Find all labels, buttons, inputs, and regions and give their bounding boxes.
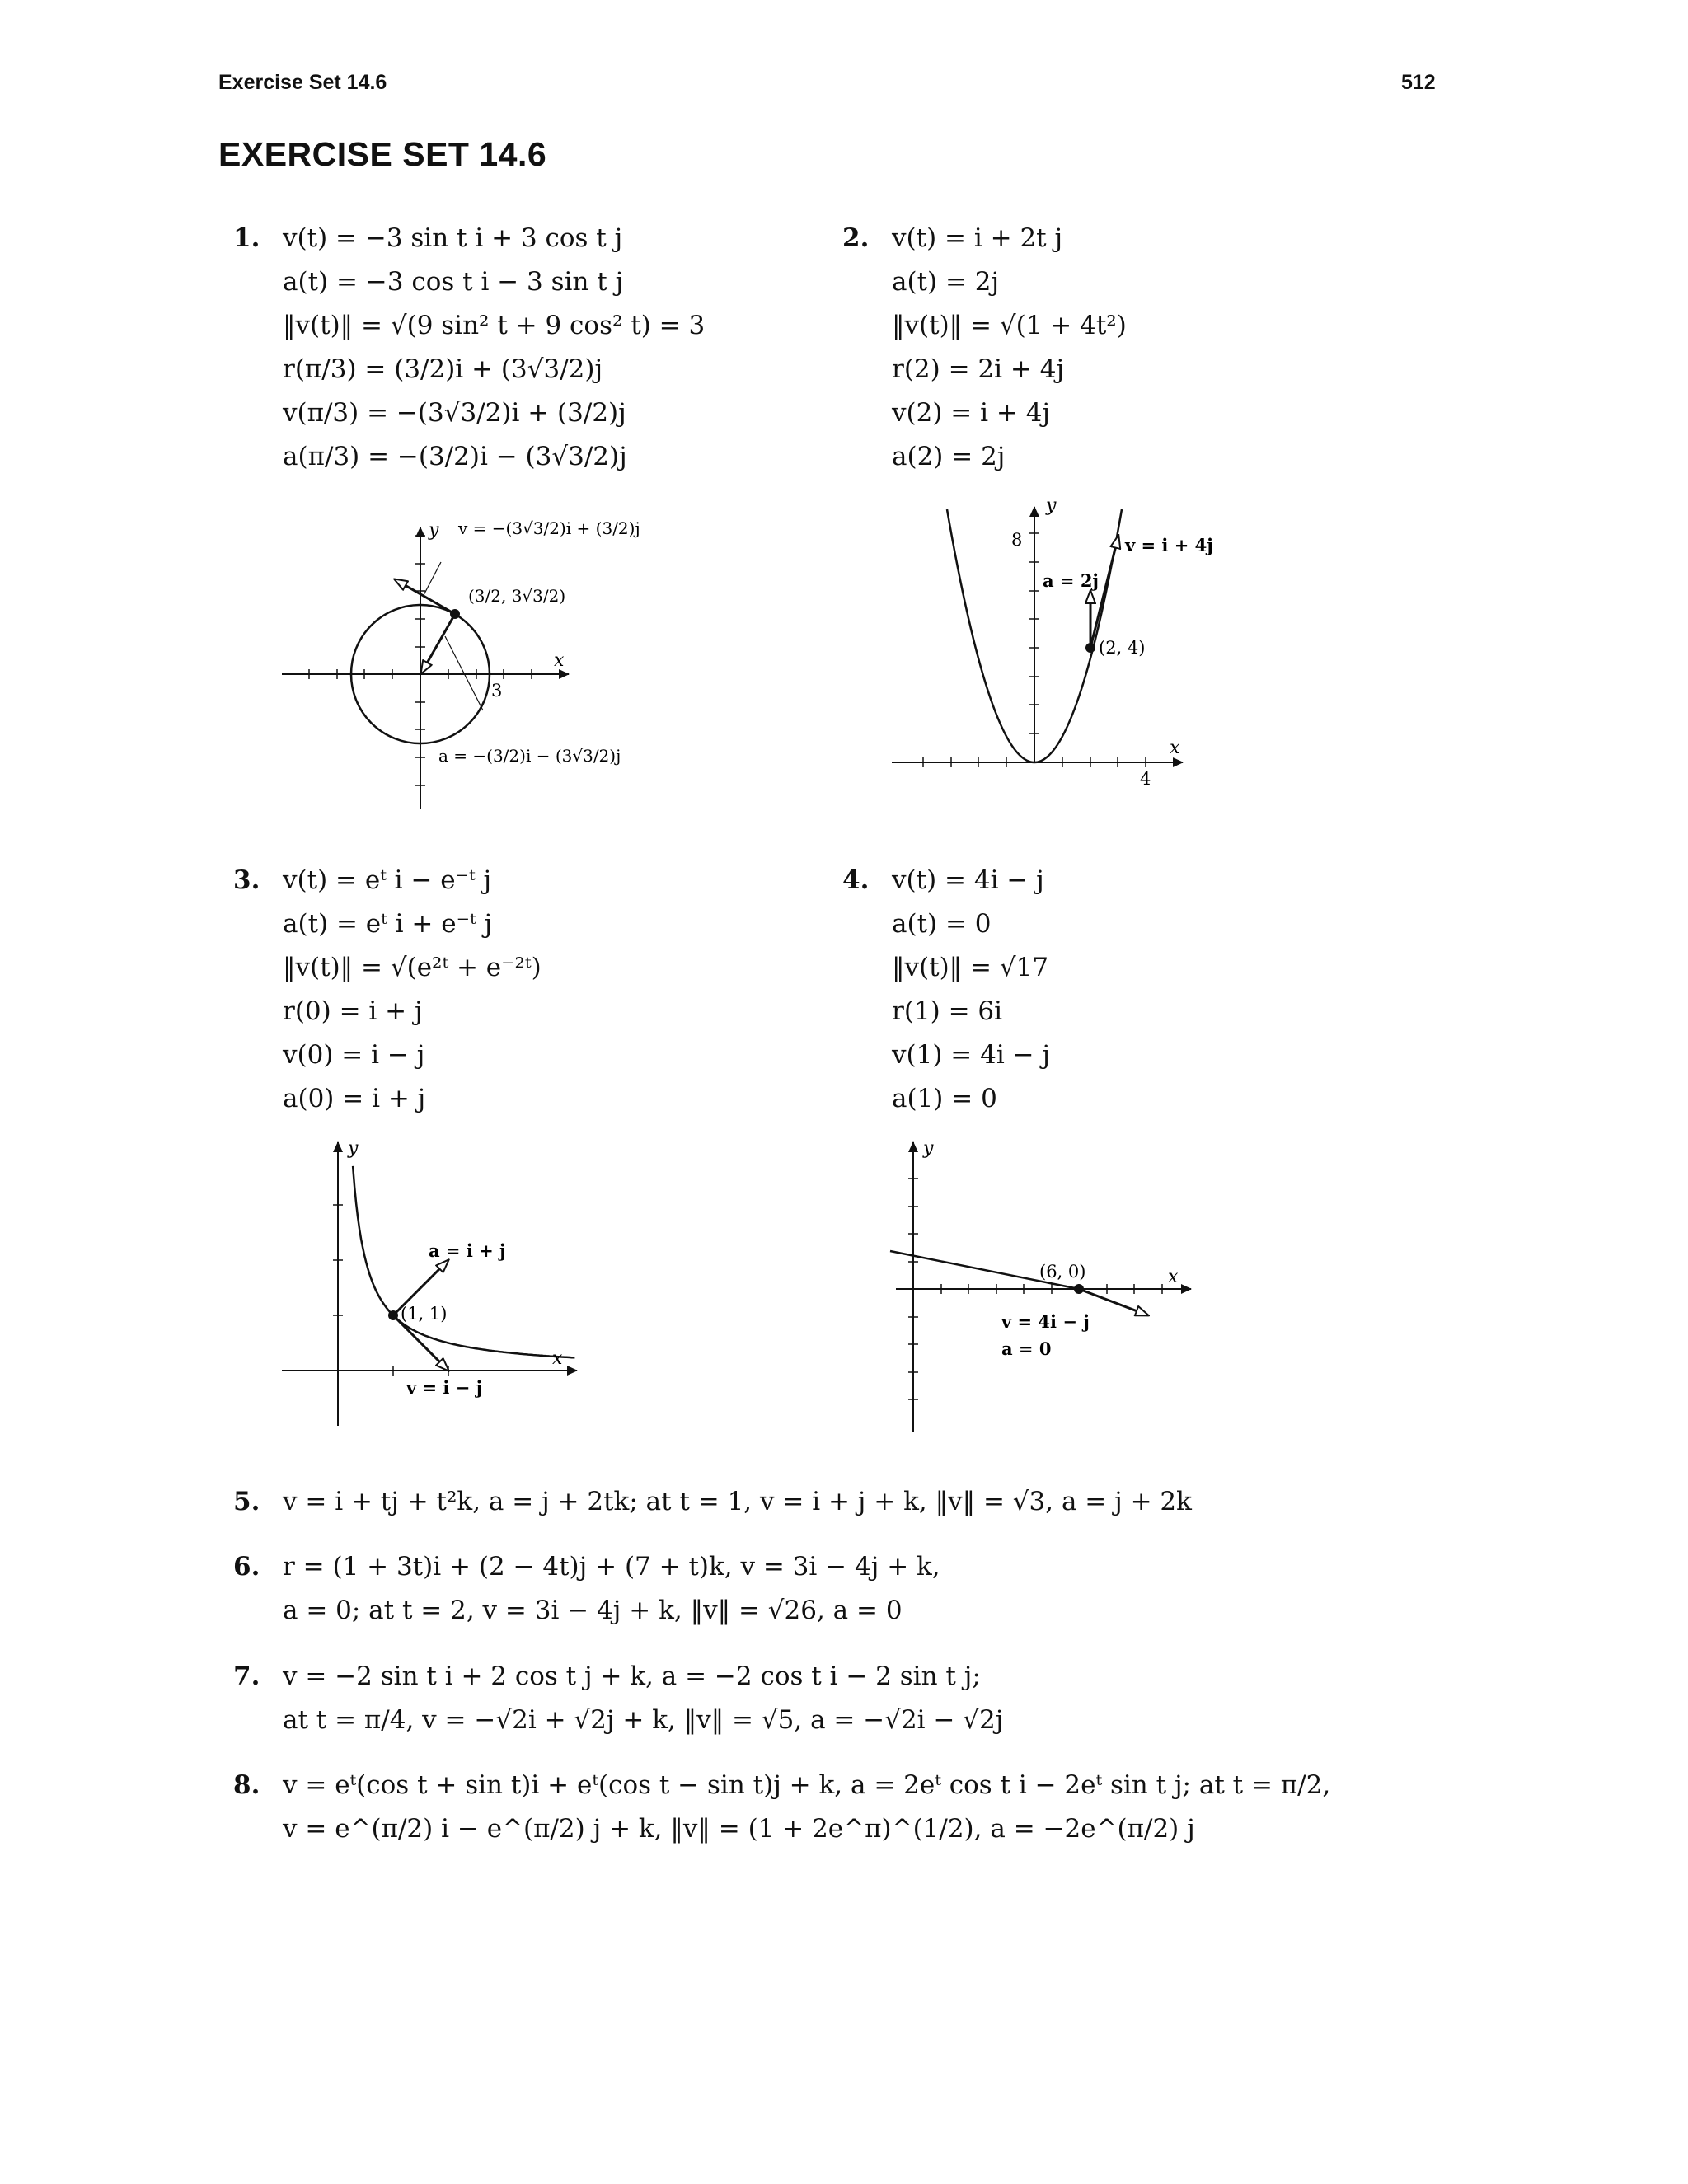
answer-line: v(1) = 4i − j xyxy=(892,1040,1051,1070)
answer-line: a(t) = eᵗ i + e⁻ᵗ j xyxy=(283,909,493,939)
acceleration-label: a = 0 xyxy=(1001,1338,1052,1359)
y-axis-label: y xyxy=(348,1138,359,1159)
answer-line: a(1) = 0 xyxy=(892,1084,997,1113)
hyperbola-curve xyxy=(353,1166,574,1358)
acceleration-label: a = 2j xyxy=(1043,570,1100,591)
problem-number: 7. xyxy=(233,1661,260,1691)
answer-line: a(0) = i + j xyxy=(283,1084,426,1113)
figure-2-parabola xyxy=(886,494,1273,824)
answer-line: v(2) = i + 4j xyxy=(892,398,1051,428)
velocity-label: v = 4i − j xyxy=(1001,1311,1090,1332)
answer-line: v(t) = eᵗ i − e⁻ᵗ j xyxy=(283,865,492,895)
x-axis-label: x xyxy=(554,650,565,671)
problem-number: 5. xyxy=(233,1487,260,1516)
problem-number: 6. xyxy=(233,1552,260,1582)
y-axis-label: y xyxy=(429,520,439,541)
answer-line: ‖v(t)‖ = √17 xyxy=(892,953,1049,982)
acceleration-label: a = i + j xyxy=(429,1240,506,1261)
section-title: EXERCISE SET 14.6 xyxy=(218,135,547,173)
answer-line: r(1) = 6i xyxy=(892,996,1003,1026)
page-number: 512 xyxy=(1401,71,1436,94)
answer-line: v(t) = i + 2t j xyxy=(892,223,1063,253)
answer-line: ‖v(t)‖ = √(e²ᵗ + e⁻²ᵗ) xyxy=(283,953,542,982)
problem-number: 3. xyxy=(233,865,260,895)
answer-line: a = 0; at t = 2, v = 3i − 4j + k, ‖v‖ = √26, a = 0 xyxy=(283,1596,903,1625)
answer-line: v(0) = i − j xyxy=(283,1040,425,1070)
answer-line: r(0) = i + j xyxy=(283,996,423,1026)
figure-1-circle xyxy=(272,504,659,818)
point-label: (1, 1) xyxy=(401,1304,448,1324)
answer-line: v = i + tj + t²k, a = j + 2tk; at t = 1, v = i + j + k, ‖v‖ = √3, a = j + 2k xyxy=(283,1487,1192,1516)
answer-line: v = e^(π/2) i − e^(π/2) j + k, ‖v‖ = (1 + 2e^π)^(1/2), a = −2e^(π/2) j xyxy=(283,1814,1195,1844)
x-axis-label: x xyxy=(552,1348,563,1369)
acceleration-label: a = −(3/2)i − (3√3/2)j xyxy=(438,746,621,766)
x-tick-label: 4 xyxy=(1140,769,1151,789)
velocity-label: v = i − j xyxy=(406,1377,483,1398)
point-label: (2, 4) xyxy=(1099,638,1146,658)
answer-line: a(2) = 2j xyxy=(892,442,1006,471)
answer-line: ‖v(t)‖ = √(1 + 4t²) xyxy=(892,311,1127,340)
point-label: (3/2, 3√3/2) xyxy=(468,586,566,606)
problem-number: 8. xyxy=(233,1770,260,1800)
answer-line: v(π/3) = −(3√3/2)i + (3/2)j xyxy=(283,398,626,428)
figure-3-hyperbola xyxy=(272,1136,602,1441)
y-tick-label: 8 xyxy=(1011,530,1023,550)
problem-number: 1. xyxy=(233,223,260,253)
x-axis-label: x xyxy=(1170,738,1180,758)
y-axis-label: y xyxy=(1046,495,1057,516)
answer-line: r(2) = 2i + 4j xyxy=(892,354,1065,384)
answer-line: a(t) = −3 cos t i − 3 sin t j xyxy=(283,267,624,297)
velocity-label: v = i + 4j xyxy=(1125,535,1213,555)
answer-line: v(t) = 4i − j xyxy=(892,865,1044,895)
answer-line: v(t) = −3 sin t i + 3 cos t j xyxy=(283,223,623,253)
figure-4-line xyxy=(886,1136,1216,1441)
answer-line: a(π/3) = −(3/2)i − (3√3/2)j xyxy=(283,442,627,471)
answer-line: ‖v(t)‖ = √(9 sin² t + 9 cos² t) = 3 xyxy=(283,311,706,340)
y-axis-label: y xyxy=(923,1138,934,1159)
x-axis-label: x xyxy=(1168,1267,1179,1287)
x-tick-label: 3 xyxy=(491,681,503,701)
answer-line: v = −2 sin t i + 2 cos t j + k, a = −2 cos t i − 2 sin t j; xyxy=(283,1661,981,1691)
point-label: (6, 0) xyxy=(1039,1262,1086,1282)
answer-line: a(t) = 2j xyxy=(892,267,1000,297)
problem-number: 4. xyxy=(842,865,870,895)
answer-line: at t = π/4, v = −√2i + √2j + k, ‖v‖ = √5, a = −√2i − √2j xyxy=(283,1705,1004,1735)
answer-line: v = eᵗ(cos t + sin t)i + eᵗ(cos t − sin t)j + k, a = 2eᵗ cos t i − 2eᵗ sin t j; at t = π/2, xyxy=(283,1770,1331,1800)
problem-number: 2. xyxy=(842,223,870,253)
answer-line: r(π/3) = (3/2)i + (3√3/2)j xyxy=(283,354,603,384)
answer-line: r = (1 + 3t)i + (2 − 4t)j + (7 + t)k, v = 3i − 4j + k, xyxy=(283,1552,940,1582)
answer-line: a(t) = 0 xyxy=(892,909,992,939)
velocity-label: v = −(3√3/2)i + (3/2)j xyxy=(458,518,640,538)
running-head: Exercise Set 14.6 xyxy=(218,71,387,94)
